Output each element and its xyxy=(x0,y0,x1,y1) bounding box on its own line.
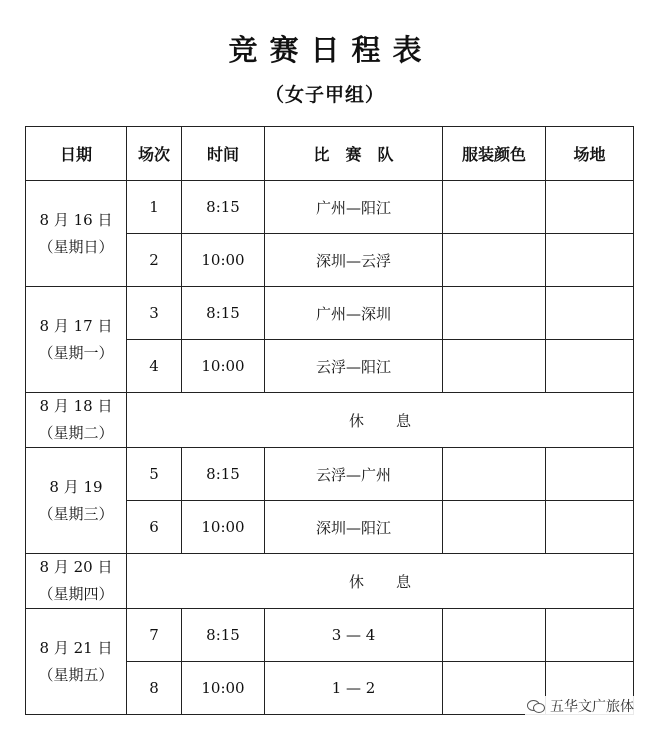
uniform-cell xyxy=(443,287,546,340)
header-round: 场次 xyxy=(127,127,182,181)
uniform-cell xyxy=(443,501,546,554)
uniform-cell xyxy=(443,181,546,234)
weekday-text: （星期二） xyxy=(38,424,114,442)
date-text: 8 月 19 xyxy=(49,477,103,496)
teams-cell: 深圳—云浮 xyxy=(265,234,443,287)
teams-cell: 1 — 2 xyxy=(265,662,443,715)
table-row xyxy=(26,393,634,448)
round-cell: 1 xyxy=(127,181,182,234)
time-cell: 10:00 xyxy=(182,662,265,715)
venue-cell xyxy=(546,340,634,393)
schedule-table xyxy=(25,126,634,715)
header-date: 日期 xyxy=(26,127,127,181)
date-cell xyxy=(26,181,127,287)
weekday-text: （星期一） xyxy=(38,343,114,362)
page-subtitle: （女子甲组） xyxy=(264,84,385,106)
venue-cell xyxy=(546,181,634,234)
uniform-cell xyxy=(443,234,546,287)
venue-cell xyxy=(546,448,634,501)
venue-cell xyxy=(546,501,634,554)
date-text: 8 月 17 日 xyxy=(39,316,113,335)
date-cell xyxy=(26,554,127,609)
date-cell xyxy=(26,609,127,715)
wechat-icon xyxy=(527,699,545,713)
header-venue: 场地 xyxy=(546,127,634,181)
page-title: 竞赛日程表 xyxy=(228,33,434,67)
round-cell: 7 xyxy=(127,609,182,662)
time-cell: 10:00 xyxy=(182,234,265,287)
date-text: 8 月 20 日 xyxy=(39,558,113,576)
rest-cell: 休息 xyxy=(127,393,634,448)
round-cell: 8 xyxy=(127,662,182,715)
date-text: 8 月 21 日 xyxy=(39,638,113,657)
time-cell: 10:00 xyxy=(182,501,265,554)
watermark-text: 五华文广旅体 xyxy=(550,699,634,715)
round-cell: 6 xyxy=(127,501,182,554)
date-text: 8 月 16 日 xyxy=(39,210,113,229)
watermark xyxy=(525,696,636,716)
date-text: 8 月 18 日 xyxy=(39,397,113,415)
round-cell: 4 xyxy=(127,340,182,393)
table-row xyxy=(26,554,634,609)
weekday-text: （星期日） xyxy=(38,237,114,256)
teams-cell: 广州—深圳 xyxy=(265,287,443,340)
header-time: 时间 xyxy=(182,127,265,181)
table-row xyxy=(26,287,634,340)
teams-cell: 深圳—阳江 xyxy=(265,501,443,554)
teams-cell: 云浮—广州 xyxy=(265,448,443,501)
header-row xyxy=(26,127,634,181)
weekday-text: （星期五） xyxy=(38,665,114,684)
teams-cell: 云浮—阳江 xyxy=(265,340,443,393)
date-cell xyxy=(26,448,127,554)
round-cell: 5 xyxy=(127,448,182,501)
uniform-cell xyxy=(443,609,546,662)
weekday-text: （星期四） xyxy=(38,585,114,603)
uniform-cell xyxy=(443,340,546,393)
header-uniform: 服装颜色 xyxy=(443,127,546,181)
teams-cell: 广州—阳江 xyxy=(265,181,443,234)
teams-cell: 3 — 4 xyxy=(265,609,443,662)
venue-cell xyxy=(546,287,634,340)
date-cell xyxy=(26,287,127,393)
round-cell: 3 xyxy=(127,287,182,340)
time-cell: 8:15 xyxy=(182,181,265,234)
venue-cell xyxy=(546,234,634,287)
time-cell: 8:15 xyxy=(182,609,265,662)
date-cell xyxy=(26,393,127,448)
uniform-cell xyxy=(443,448,546,501)
table-row xyxy=(26,609,634,662)
table-row xyxy=(26,181,634,234)
weekday-text: （星期三） xyxy=(38,504,114,523)
rest-cell: 休息 xyxy=(127,554,634,609)
table-row xyxy=(26,448,634,501)
time-cell: 10:00 xyxy=(182,340,265,393)
time-cell: 8:15 xyxy=(182,448,265,501)
round-cell: 2 xyxy=(127,234,182,287)
venue-cell xyxy=(546,609,634,662)
header-match: 比赛队 xyxy=(265,127,443,181)
time-cell: 8:15 xyxy=(182,287,265,340)
